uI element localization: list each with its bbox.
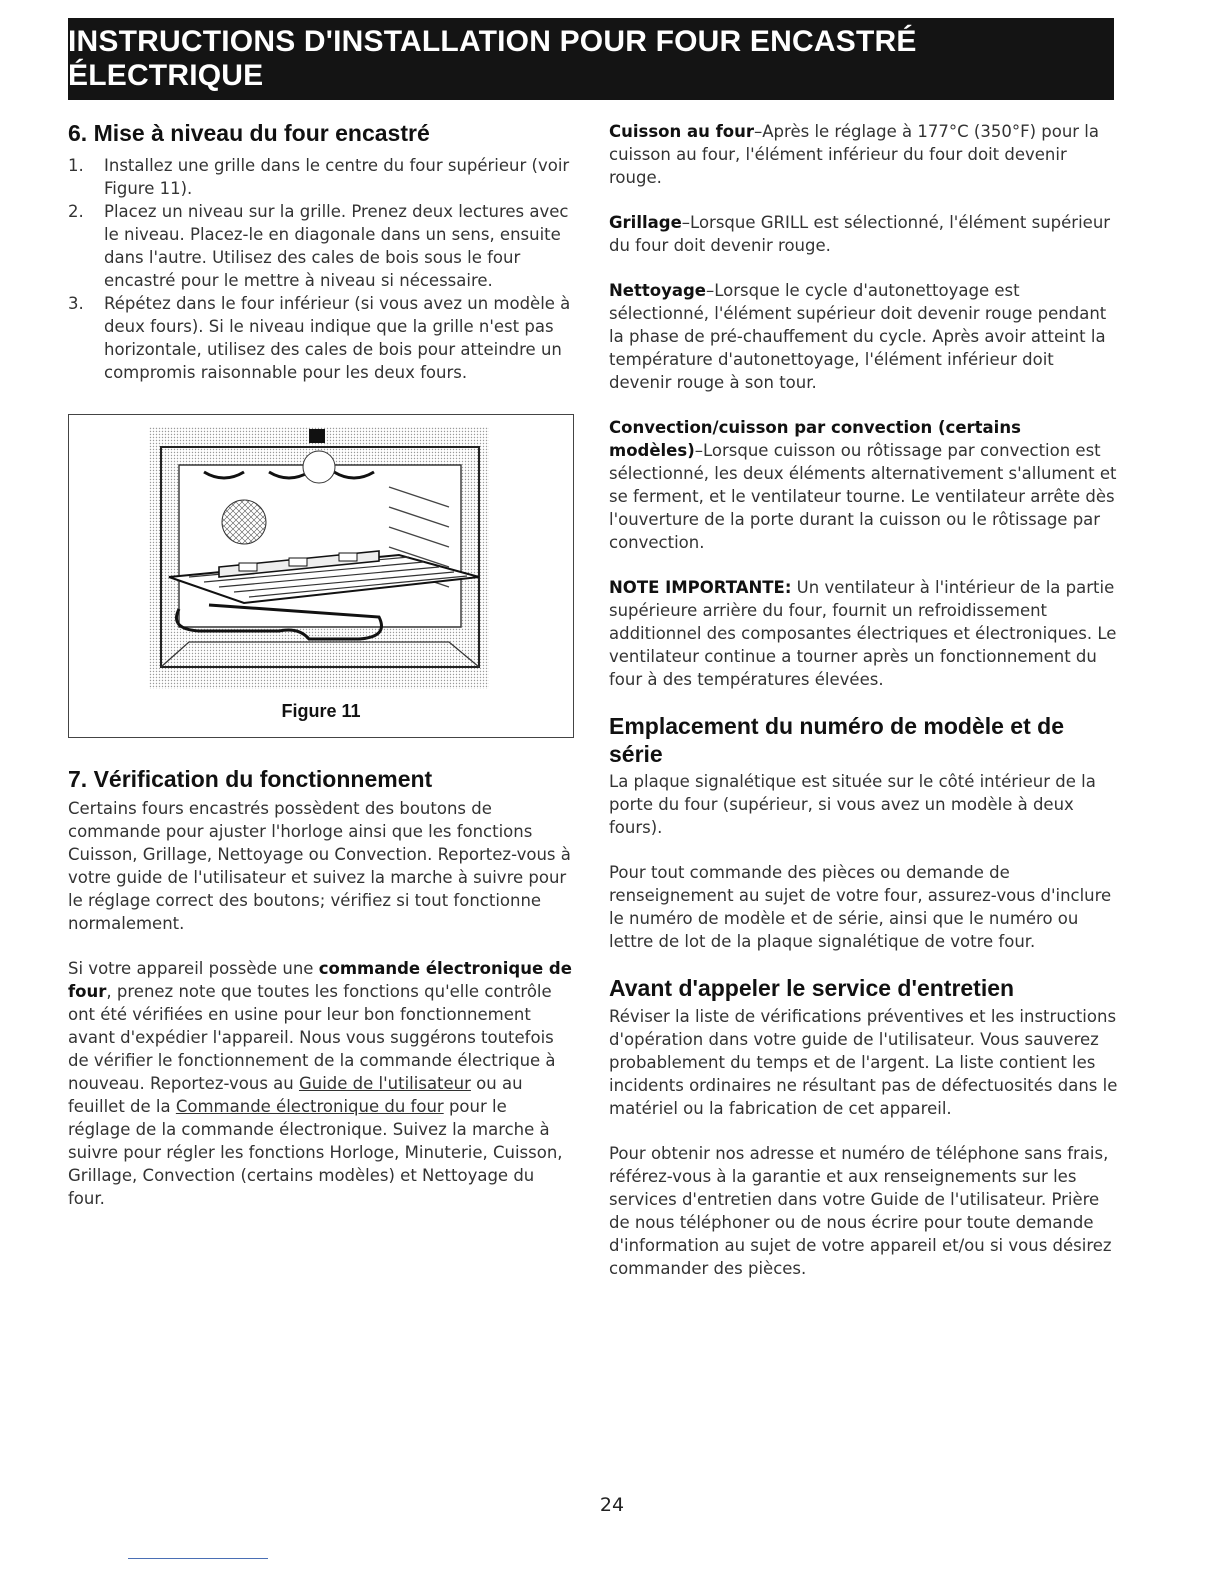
- important-note-paragraph: NOTE IMPORTANTE: Un ventilateur à l'intérieur de la partie supérieure arrière du four, fournit un refroidissement additionnel des composantes électriques et électroniques. Le ventilateur continue a tourner après un fonctionnement du four à des températures élevées.: [609, 578, 1117, 689]
- before-service-paragraph-2: Pour obtenir nos adresse et numéro de téléphone sans frais, référez-vous à la garantie et aux renseignements sur les services d'entretien dans votre Guide de l'utilisateur. Prière de nous téléphoner ou de nous écrire pour toute demande d'information au sujet de votre appareil et/ou si vous désirez commander des pièces.: [609, 1143, 1112, 1278]
- list-item: 1. Installez une grille dans le centre du four supérieur (voir Figure 11).: [68, 155, 570, 198]
- left-column: [68, 120, 574, 1210]
- banner-title: INSTRUCTIONS D'INSTALLATION POUR FOUR ENCASTRÉ ÉLECTRIQUE: [68, 25, 917, 92]
- oven-rack-illustration: [149, 427, 489, 689]
- leveling-steps: [68, 154, 574, 384]
- page-banner: [68, 18, 1114, 100]
- section-6-heading: 6. Mise à niveau du four encastré: [68, 120, 430, 146]
- bake-check-paragraph: Cuisson au four–Après le réglage à 177°C (350°F) pour la cuisson au four, l'élément inférieur du four doit devenir rouge.: [609, 122, 1100, 187]
- right-column: [609, 120, 1119, 1280]
- serial-location-heading: Emplacement du numéro de modèle et de série: [609, 713, 1064, 767]
- list-item: 3. Répétez dans le four inférieur (si vous avez un modèle à deux fours). Si le niveau indique que la grille n'est pas horizontale, utilisez des cales de bois pour atteindre un compromis raisonnable pour les deux fours.: [68, 293, 571, 382]
- electronic-control-sheet-reference: Commande électronique du four: [175, 1097, 444, 1117]
- page-number: 24: [599, 1494, 625, 1516]
- section-7-heading: 7. Vérification du fonctionnement: [68, 765, 433, 792]
- list-item: 2. Placez un niveau sur la grille. Prenez deux lectures avec le niveau. Placez-le en diagonale dans un sens, ensuite dans l'autre. Utilisez des cales de bois sous le four encastré pour le mettre à niveau si nécessaire.: [68, 201, 569, 290]
- electronic-control-term: commande électronique de four: [68, 959, 572, 1002]
- figure-caption: Figure 11: [281, 700, 361, 721]
- broil-check-paragraph: Grillage–Lorsque GRILL est sélectionné, l'élément supérieur du four doit devenir rouge.: [609, 213, 1111, 255]
- convection-check-paragraph: Convection/cuisson par convection (certains modèles)–Lorsque cuisson ou rôtissage par convection est sélectionné, les deux éléments alternativement s'allument et se ferment, et le ventilateur tourne. Le ventilateur arrête dès l'ouverture de la porte durant la cuisson ou le rôtissage par convection.: [609, 418, 1117, 552]
- user-guide-reference: Guide de l'utilisateur: [298, 1074, 471, 1094]
- section-7-paragraph-2: Si votre appareil possède une commande électronique de four, prenez note que toutes les fonctions qu'elle contrôle ont été vérifiées en usine pour leur bon fonctionnement avant d'expédier l'appareil. Nous vous suggérons toutefois de vérifier le fonctionnement de la commande électrique à nouveau. Reportez-vous au Guide de l'utilisateur ou au feuillet de la Commande électronique du four pour le réglage de la commande électronique. Suivez la marche à suivre pour régler les fonctions Horloge, Minuterie, Cuisson, Grillage, Convection (certains modèles) et Nettoyage du four.: [68, 959, 572, 1209]
- before-service-heading: Avant d'appeler le service d'entretien: [609, 975, 1015, 1002]
- footer-rule: [128, 1558, 268, 1559]
- clean-check-paragraph: Nettoyage–Lorsque le cycle d'autonettoyage est sélectionné, l'élément supérieur doit devenir rouge pendant la phase de pré-chauffement du cycle. Après avoir atteint la température d'autonettoyage, l'élément inférieur doit devenir rouge à son tour.: [609, 281, 1107, 392]
- serial-location-paragraph-2: Pour tout commande des pièces ou demande de renseignement au sujet de votre four, assurez-vous d'inclure le numéro de modèle et de série, ainsi que le numéro ou lettre de lot de la plaque signalétique de votre four.: [609, 863, 1112, 952]
- before-service-paragraph-1: Réviser la liste de vérifications préventives et les instructions d'opération dans votre guide de l'utilisateur. Vous sauverez probablement du temps et de l'argent. La liste contient les incidents ordinaires ne résultant pas de défectuosités dans le matériel ou la fabrication de cet appareil.: [609, 1006, 1118, 1118]
- figure-11-box: [68, 414, 574, 738]
- serial-location-paragraph-1: La plaque signalétique est située sur le côté intérieur de la porte du four (supérieur, si vous avez un modèle à deux fours).: [609, 772, 1096, 838]
- section-7-paragraph-1: Certains fours encastrés possèdent des boutons de commande pour ajuster l'horloge ainsi que les fonctions Cuisson, Grillage, Nettoyage ou Convection. Reportez-vous à votre guide de l'utilisateur et suivez la marche à suivre pour le réglage correct des boutons; vérifiez si tout fonctionne normalement.: [68, 799, 571, 934]
